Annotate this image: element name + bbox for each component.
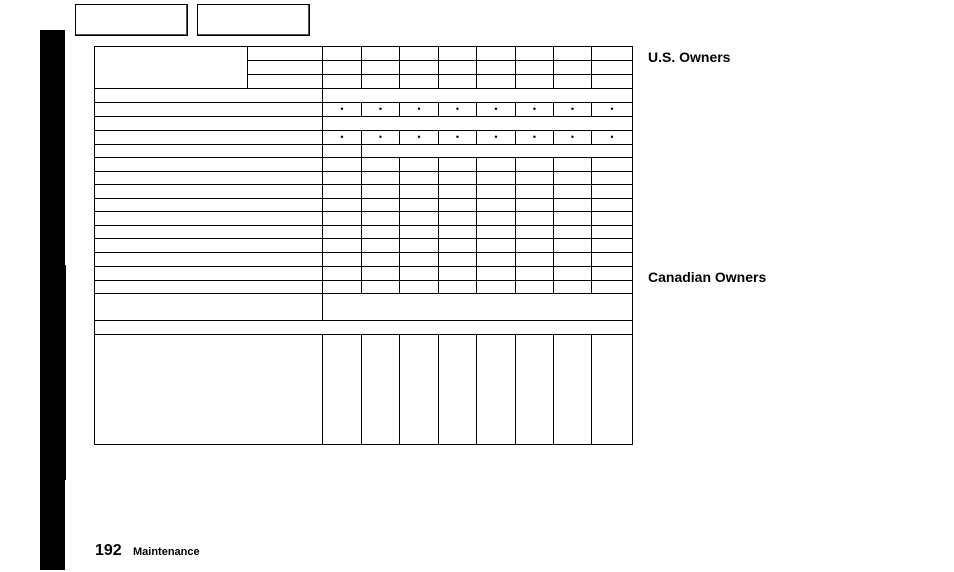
table-cell — [439, 158, 477, 172]
table-cell — [323, 75, 362, 89]
table-cell — [323, 334, 362, 444]
table-row — [95, 145, 633, 158]
table-cell — [323, 117, 633, 131]
table-row-dots — [95, 103, 633, 117]
table-cell — [592, 280, 633, 293]
table-cell — [95, 185, 323, 199]
check-dot: • — [477, 131, 516, 145]
table-cell — [400, 47, 439, 61]
table-cell — [323, 266, 362, 280]
table-row — [95, 293, 633, 320]
check-dot: • — [554, 103, 592, 117]
table-cell — [400, 334, 439, 444]
table-cell — [477, 75, 516, 89]
table-cell — [516, 226, 554, 239]
table-cell — [554, 185, 592, 199]
table-cell — [477, 47, 516, 61]
maintenance-schedule-table — [94, 46, 632, 445]
table-cell — [400, 75, 439, 89]
table-cell — [439, 172, 477, 185]
table-cell — [248, 47, 323, 61]
check-dot: • — [439, 103, 477, 117]
table-cell — [323, 199, 362, 212]
table-cell — [439, 253, 477, 266]
table-cell — [516, 212, 554, 226]
table-cell — [592, 158, 633, 172]
table-cell — [477, 226, 516, 239]
table-cell — [439, 212, 477, 226]
table-cell — [400, 172, 439, 185]
table-cell — [95, 280, 323, 293]
table-cell — [362, 172, 400, 185]
table-cell — [439, 226, 477, 239]
table-cell — [592, 253, 633, 266]
table-row — [95, 199, 633, 212]
table-cell — [439, 61, 477, 75]
table-row — [95, 253, 633, 266]
table-row — [95, 280, 633, 293]
table-cell — [554, 253, 592, 266]
table-cell — [95, 334, 323, 444]
table-cell — [439, 280, 477, 293]
sidebar-notch — [64, 265, 66, 480]
table-cell — [362, 266, 400, 280]
table-cell — [248, 61, 323, 75]
table-cell — [362, 47, 400, 61]
table-cell — [400, 226, 439, 239]
check-dot: • — [323, 131, 362, 145]
canadian-owners-heading: Canadian Owners — [648, 269, 767, 285]
table-cell — [554, 212, 592, 226]
table-cell — [477, 266, 516, 280]
table-cell — [362, 199, 400, 212]
check-dot: • — [323, 103, 362, 117]
table-cell — [516, 266, 554, 280]
table-cell — [323, 172, 362, 185]
table-cell — [400, 266, 439, 280]
table-cell — [362, 185, 400, 199]
table-row — [95, 320, 633, 334]
table-cell — [554, 199, 592, 212]
table-cell — [323, 253, 362, 266]
header-tab-left — [75, 4, 188, 36]
table-cell — [323, 61, 362, 75]
check-dot: • — [362, 131, 400, 145]
table-cell — [95, 320, 633, 334]
table-cell — [248, 75, 323, 89]
us-owners-heading: U.S. Owners — [648, 49, 731, 65]
table-cell — [477, 172, 516, 185]
table-cell — [400, 185, 439, 199]
header-tab-right — [197, 4, 310, 36]
table-cell — [477, 239, 516, 253]
table-cell — [95, 293, 323, 320]
table-cell — [362, 334, 400, 444]
table-cell — [95, 212, 323, 226]
table-cell — [323, 89, 633, 103]
check-dot: • — [400, 131, 439, 145]
table-cell — [439, 334, 477, 444]
table-cell — [439, 47, 477, 61]
table-cell — [323, 158, 362, 172]
table-cell — [400, 158, 439, 172]
table-row — [95, 185, 633, 199]
table-row — [95, 117, 633, 131]
table-cell — [516, 75, 554, 89]
table-cell — [592, 172, 633, 185]
table-cell — [95, 89, 323, 103]
table-cell — [554, 334, 592, 444]
table-row — [95, 239, 633, 253]
table-cell — [516, 239, 554, 253]
table-cell — [516, 199, 554, 212]
check-dot: • — [516, 103, 554, 117]
table-cell — [362, 145, 633, 158]
table-cell — [95, 226, 323, 239]
table-row — [95, 158, 633, 172]
table-cell — [592, 212, 633, 226]
check-dot: • — [592, 131, 633, 145]
table-cell — [516, 172, 554, 185]
section-sidebar — [40, 30, 65, 570]
table-cell — [477, 253, 516, 266]
table-row — [95, 89, 633, 103]
table-cell — [592, 47, 633, 61]
table-cell — [592, 75, 633, 89]
table-cell — [554, 280, 592, 293]
table-cell — [516, 334, 554, 444]
table-cell — [323, 212, 362, 226]
table-cell — [592, 61, 633, 75]
table-cell — [323, 280, 362, 293]
table-cell — [323, 239, 362, 253]
table-cell — [95, 103, 323, 117]
table-cell — [400, 280, 439, 293]
table-cell — [323, 185, 362, 199]
table-cell — [477, 334, 516, 444]
check-dot: • — [362, 103, 400, 117]
table-cell — [95, 158, 323, 172]
table-cell — [323, 226, 362, 239]
table-cell — [554, 61, 592, 75]
check-dot: • — [477, 103, 516, 117]
table-row — [95, 266, 633, 280]
table-cell — [477, 61, 516, 75]
table-cell — [439, 75, 477, 89]
table-cell — [95, 172, 323, 185]
table-cell — [362, 239, 400, 253]
table-cell — [516, 158, 554, 172]
check-dot: • — [592, 103, 633, 117]
table-cell — [554, 75, 592, 89]
table-cell — [516, 61, 554, 75]
table-cell — [554, 266, 592, 280]
table-cell — [95, 199, 323, 212]
table-cell — [95, 117, 323, 131]
section-name: Maintenance — [133, 546, 200, 558]
table-cell — [95, 253, 323, 266]
table-row — [95, 172, 633, 185]
table-cell — [477, 280, 516, 293]
table-cell — [554, 47, 592, 61]
table-cell — [400, 253, 439, 266]
table-cell — [95, 47, 248, 89]
table-cell — [516, 47, 554, 61]
table-cell — [516, 185, 554, 199]
table-cell — [554, 226, 592, 239]
table-cell — [362, 212, 400, 226]
table-cell — [477, 185, 516, 199]
table-cell — [400, 239, 439, 253]
table-cell — [554, 158, 592, 172]
table-cell — [400, 212, 439, 226]
table-row — [95, 334, 633, 444]
table-cell — [592, 199, 633, 212]
table-cell — [439, 239, 477, 253]
table-cell — [95, 239, 323, 253]
table-cell — [477, 199, 516, 212]
table-cell — [439, 199, 477, 212]
table-cell — [516, 280, 554, 293]
check-dot: • — [516, 131, 554, 145]
table-cell — [323, 293, 633, 320]
table-cell — [477, 212, 516, 226]
table-cell — [323, 145, 362, 158]
check-dot: • — [400, 103, 439, 117]
table-cell — [400, 61, 439, 75]
table-cell — [439, 185, 477, 199]
table-cell — [592, 226, 633, 239]
check-dot: • — [439, 131, 477, 145]
table-cell — [592, 334, 633, 444]
table-cell — [439, 266, 477, 280]
table-cell — [592, 239, 633, 253]
table-cell — [95, 266, 323, 280]
table-cell — [592, 185, 633, 199]
table-row — [95, 47, 633, 61]
table-cell — [362, 253, 400, 266]
table-cell — [516, 253, 554, 266]
table-cell — [477, 158, 516, 172]
table-cell — [95, 145, 323, 158]
table-cell — [400, 199, 439, 212]
table-cell — [362, 226, 400, 239]
check-dot: • — [554, 131, 592, 145]
table-cell — [592, 266, 633, 280]
table-cell — [554, 172, 592, 185]
table-row — [95, 226, 633, 239]
table-row-dots — [95, 131, 633, 145]
page-number: 192 — [95, 542, 122, 559]
table-cell — [362, 75, 400, 89]
table-cell — [362, 61, 400, 75]
table-row — [95, 212, 633, 226]
table-cell — [95, 131, 323, 145]
table-cell — [362, 158, 400, 172]
table-cell — [554, 239, 592, 253]
table-cell — [323, 47, 362, 61]
table-cell — [362, 280, 400, 293]
